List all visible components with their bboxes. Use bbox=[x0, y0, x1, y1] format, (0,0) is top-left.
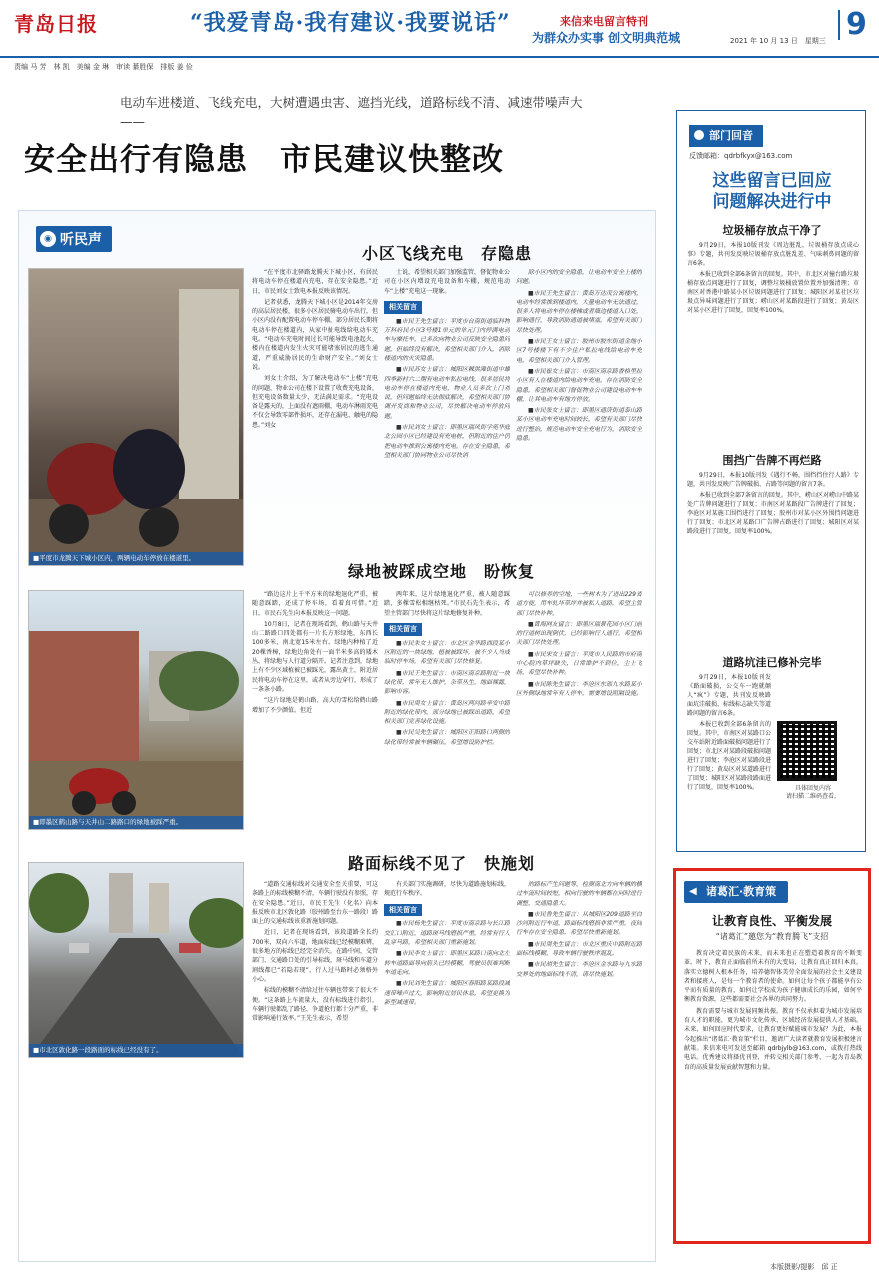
section-title-charging: 小区飞线充电 存隐患 bbox=[362, 244, 533, 263]
paragraph: ■市民王女士留言：胶州市胶东街道金地小区7号楼楼下有不少住户私拉电线给电动车充电，希望相关部门介入管理。 bbox=[516, 338, 642, 364]
paragraph: ■黄海网友留言：即墨区瑞景花园小区门前的行道树出现倒伏，已经影响行人通行，希望相关部门尽快处理。 bbox=[516, 620, 642, 647]
qr-caption: 具体回复内容 请扫描二维码查看。 bbox=[785, 785, 840, 801]
section3-column-2 bbox=[384, 880, 510, 1130]
masthead-slogan: “我爱青岛·我有建议·我要说话” bbox=[190, 10, 511, 36]
paragraph: 近日，记者在现场看到，该段道路全长约700米，双向六车道，地面标线已经模糊难辨，很多地方的标线已经完全消失。在路中间，交管部门、交通路口处的引导标线，斑马线和车道分割线都已“若隐若现”，行人过马路时必须格外小心。 bbox=[252, 929, 378, 983]
response-item-body bbox=[687, 241, 859, 437]
paragraph: ■市民张女士留言：即墨区通济街道泰山路某小区电动车充电时间较长，希望有关部门尽快进行整治，规范电动车安全充电行为，消除安全隐患。 bbox=[516, 407, 642, 443]
greenbelt-illustration bbox=[29, 591, 244, 830]
paragraph: ■市民刘女士留言：即墨区瑞风街学苑华庭北公园小区已经建设有充电桩，但附近的住户仍把电动车推到公寓楼内充电，存在安全隐患，希望相关部门协同物业公司尽快消 bbox=[384, 424, 510, 459]
article-subhead: 电动车进楼道、飞线充电，大树遭遇虫害、遮挡光线，道路标线不清、减速带噪声大—— bbox=[120, 95, 583, 129]
masthead-motto: 为群众办实事 创文明典范城 bbox=[532, 31, 681, 45]
photo-caption-road: ■市北区敦化路一段路面的标线已经没有了。 bbox=[29, 1044, 243, 1057]
department-response-tag bbox=[689, 125, 763, 147]
megaphone-icon: ◀ bbox=[689, 886, 697, 897]
paragraph: “道路交通标线对交通安全至关重要，可这条路上的标线模糊不清，车辆行驶没有参照，存在安全隐患。”近日，市民王先生（化名）向本报反映市北区敦化路（胶州路至台东一路段）路面上的交通标线该重新施划问题。 bbox=[252, 881, 378, 926]
response-item-title: 围挡广告牌不再烂路 bbox=[722, 454, 822, 467]
section2-column-1 bbox=[252, 590, 378, 830]
bullet-icon bbox=[694, 130, 704, 140]
department-response-box bbox=[676, 110, 866, 852]
newspaper-logo: 青岛日报 bbox=[14, 12, 98, 36]
education-title: 让教育良性、平衡发展 bbox=[711, 914, 832, 928]
paragraph: “路边这片上千平方米的绿地退化严重，被随意踩踏，还成了停车场，看着真可惜。”近日，市民石先生向本报反映这一问题。 bbox=[252, 591, 378, 617]
response-box-title: 这些留言已回应 问题解决进行中 bbox=[712, 171, 832, 213]
section1-column-1 bbox=[252, 268, 378, 562]
paragraph: 记者获悉，龙腾天下城小区是2014年交房的高层居民楼，很多小区居民骑电动车出行，但小区内没有配置电动车停车棚，部分居民长期将电动车停在楼道内，从家中扯电线给电动车充电。“电动车充电时间过长可能导致电池起火，楼内在楼道内发生火灾可能堵塞居民的逃生通道，严重威胁居民的生命财产安全。”刘女士说。 bbox=[252, 298, 378, 371]
paragraph: 9月29日，本报10版刊发《遇行不畅，围挡挡住行人路》专题，共刊发反映广告牌破损、占路等问题的留言7条。 bbox=[687, 472, 859, 488]
paragraph: ■市民苏女士留言：城阳区棘洪滩街道中雄四季新村六二期有电动车私拉电线，很多居民将电动车停在楼道内充电，物业人员多次上门劝说，但问题始终无法彻底解决，希望相关部门协调开发商和物业公司，尽快解决电动车停放问题。 bbox=[384, 366, 510, 420]
paragraph: 两年来，这片绿地退化严重，被人随意踩踏，多棵雪松相继枯死。”市民石先生表示，希望主管部门尽快将这片绿地修复补种。 bbox=[384, 591, 510, 617]
paragraph: ■市民杨先生留言：平度市南京路与长江路交汇口附近，道路斑马线磨损严重，经常有行人乱穿马路，希望相关部门重新施划。 bbox=[384, 920, 510, 947]
paragraph: 有关部门实施调研，尽快为道路施划标线，规范行车秩序。 bbox=[384, 881, 510, 898]
paragraph: 10月8日，记者在现场看到，鹤山路与天井山二路路口四处都有一片长方形绿地，东西长100多米，南北宽15米左右。绿地内种植了近20棵香樟，绿地边角处有一面半米多高的矮木丛，将绿地与人行道分隔开。记者注意到，绿地上有不少区域植被已被踩光，露出黄土，附近居民将电动车停在这里，或者从旁边穿行，形成了一条条小路。 bbox=[252, 620, 378, 693]
paragraph: ■市民鲁先生留言：从城阳区209道路至白沙河附近行车道，路面标线磨损非常严重，夜间行车存在安全隐患，希望尽快重新施划。 bbox=[516, 910, 642, 937]
response-item-title: 道路坑洼已修补完毕 bbox=[722, 656, 822, 669]
section1-column-3 bbox=[516, 268, 642, 562]
article-headline: 安全出行有隐患 市民建议快整改 bbox=[24, 142, 504, 178]
road-illustration bbox=[29, 863, 244, 1058]
paragraph: 标线的模糊不清给过往车辆也带来了很大不便。“这条路上车流量大，没有标线进行指引，车辆行驶都乱了路径，争道抢行都十分严重，非常影响通行效率。”王先生表示，希望 bbox=[252, 987, 378, 1023]
paragraph: 刘女士介绍，为了解决电动车“上楼”充电的问题，物业公司在楼下设置了收费充电设备，但充电设备数量太少，无法满足需求。“充电设备是露天的，上面没有遮雨棚，电动车淋雨充电不仅会导致零部件损坏，还存在漏电、触电的隐患。”刘女 bbox=[252, 375, 378, 429]
response-item-title: 垃圾桶存放点干净了 bbox=[722, 224, 822, 237]
paragraph: ■市民崔女士留言：市南区南京路香格里拉小区有人在楼道内给电动车充电，存在消防安全隐患，希望相关部门督促物业公司建设电动车车棚，让其电动车有地方停放。 bbox=[516, 367, 642, 403]
paragraph: “这片绿地是鹤山路、高大的雪松给鹤山路增加了不少颜值。但近 bbox=[252, 697, 378, 714]
paragraph: 可以修养的空地，一些树木为了进出229省道方便，用车轧坏草坪并被私人道路，希望主管部门尽快补种。 bbox=[516, 591, 642, 617]
page-footer: 本版摄影/提影 邱 正 bbox=[770, 1263, 838, 1271]
response-item-body bbox=[687, 673, 771, 843]
related-messages-label: 相关留言 bbox=[384, 623, 422, 636]
editor-credits: 责编 马 芳 林 凯 美编 金 琳 审读 綦胜保 排版 姜 俭 bbox=[14, 63, 193, 71]
paragraph: 教育决定着民族的未来，而未来也正在塑造着教育的不断变革。时下，教育正面临前所未有的大变局，让教育真正回归本真，落实立德树人根本任务，培养德智体美劳全面发展的社会主义建设者和接班人，是每一个教育者的使命。如何让每个孩子都能享有公平而有质量的教育，如何让学校成为孩子健康成长的乐园，如何平衡教育资源，这些都需要社会各界的共同努力。 bbox=[684, 950, 862, 1004]
paragraph: 的路标产生问题等，检测南北方向车辆的横过车流时间较短，相向行驶的车辆都在同时进行调整，交通隐患大。 bbox=[516, 881, 642, 907]
response-item-body bbox=[687, 471, 859, 641]
education-column-label: 诸葛汇·教育策 bbox=[706, 885, 777, 898]
paragraph: ■市民刘先生留言：城阳区春阳路某路段减速带噪声过大，影响附近居民休息，希望更换为新型减速带。 bbox=[384, 980, 510, 1006]
paragraph: 本报已收到全部7条留言的回复。其中，崂山区对崂山中路某处广告牌问题进行了回复；市南区对某路段广告牌进行了回复；李沧区对某施工围挡进行了回复；胶州市对某小区外围挡问题进行了回复；市北区对某路口广告牌占路进行了回复；城阳区对某路段进行了回复，回复率100%。 bbox=[687, 492, 859, 535]
related-messages-label: 相关留言 bbox=[384, 301, 422, 314]
education-column-box bbox=[673, 868, 871, 1244]
photo-hallway-ebikes bbox=[28, 268, 244, 566]
hallway-illustration bbox=[29, 269, 244, 566]
paragraph: ■市民李女士留言：即墨区某路口南向北左转车道路面导向箭头已经模糊，驾驶员很难判断车道走向。 bbox=[384, 950, 510, 976]
paragraph: ■市民吴先生留言：城阳区正阳路口两侧的绿化带经常被车辆碾压，希望增设防护栏。 bbox=[384, 729, 510, 746]
paragraph: 教育需要与城市发展同频共振。教育不仅承担着为城市发展培育人才的职能，更为城市文化传承、区域经济发展提供人才基础。未来，如何回应时代要求，让教育更好赋能城市发展？为此，本报今起推出“诸葛汇·教育策”栏目，邀请广大读者就教育发展积极建言献策。来信来电可发送至邮箱 qdrbjylb@163.com，或拨打热线电话。优秀建议将择优刊登，并转交相关部门参考，一起为青岛教育的高质量发展贡献智慧和力量。 bbox=[684, 1007, 862, 1071]
paragraph: ■市民王先生留言：平度市台南街道临科物万科府民小区3号楼1单元的单元门内停满电动车与摩托车，已多次向物业公司反映安全隐患问题，但始终没有解决，希望相关部门介入，消除楼道内的火灾隐患。 bbox=[384, 317, 510, 362]
paragraph: ■市民陈先生留言：李沧区东部九水路某小区外侧绿地常年有人停车，需要增设阻隔设施。 bbox=[516, 680, 642, 697]
department-response-label: 部门回音 bbox=[709, 129, 753, 142]
paragraph: ■市民王先生留言：黄岛万达茂公寓楼内，电动车经常推到楼道内，大量电动车无法通过，很多人将电动车停在楼梯或者墙边楼道入口处，影响通行，导致消防通道被堵塞，希望有关部门尽快处理。 bbox=[516, 289, 642, 334]
paragraph: 9月29日，本报10版刊发《周边脏乱，垃圾桶存放点成心事》专题，共刊发反映垃圾桶存放点脏乱差、气味刺鼻问题的留言6条。 bbox=[687, 242, 859, 267]
paragraph: 9月29日，本报10版刊发《路面破损，公交车一跑就颠人“疯”》专题，共刊发反映路面坑洼破损、标线标志缺失等道路问题的留言6条。 bbox=[687, 674, 771, 717]
feedback-email: 反馈邮箱：qdrbfkyx@163.com bbox=[689, 152, 793, 160]
ear-icon: ◉ bbox=[40, 231, 56, 247]
education-column-tag bbox=[684, 881, 788, 903]
column-tag bbox=[36, 226, 112, 252]
paragraph: 本报已收到全部6条留言的回复。其中，市南区对某路口公交车站附近路面破损问题进行了回复；市北区对某路段破损问题进行了回复；李沧区对某路段进行了回复；黄岛区对某道路进行了回复；城阳区对某路段路面进行了回复，回复率100%。 bbox=[687, 721, 771, 791]
section3-column-1 bbox=[252, 880, 378, 1130]
section3-column-3 bbox=[516, 880, 642, 1130]
education-subtitle: “诸葛汇”邀您为“教育腾飞”支招 bbox=[715, 932, 829, 941]
paragraph: ■市民朱女士留言：市北区金华路西段某小区附近的一块绿地，植被被踩坏，被不少人当成临时停车场，希望有关部门尽快修复。 bbox=[384, 639, 510, 666]
masthead bbox=[0, 0, 879, 58]
paragraph: ■市民宋女士留言：平度市人民路的市府南中心院内草坪缺失，日常维护不到位，尘土飞扬，希望尽快补种。 bbox=[516, 650, 642, 677]
paragraph: ■市民胡先生留言：李沧区金水路与九水路交界处的地面标线不清，请尽快施划。 bbox=[516, 961, 642, 978]
paragraph: ■市民周女士留言：黄岛区两河路辛安中路附近的绿化带内，部分绿地已被踩出道路，希望相关部门完善绿化设施。 bbox=[384, 699, 510, 726]
education-body bbox=[684, 949, 862, 1074]
paragraph: “在平度市北驿路龙腾天下城小区，有居民将电动车停在楼道内充电，存在安全隐患。”近日，市民刘女士致电本报反映该情况。 bbox=[252, 269, 378, 295]
paragraph: ■市民王先生留言：市南区南京路附近一块绿化带，常年无人维护，杂草丛生，地面裸露，影响市容。 bbox=[384, 669, 510, 696]
section-title-greenbelt: 绿地被踩成空地 盼恢复 bbox=[348, 562, 536, 581]
page-number: 9 bbox=[838, 10, 867, 40]
special-issue-label: 来信来电留言特刊 bbox=[560, 15, 648, 28]
related-messages-label: 相关留言 bbox=[384, 904, 422, 917]
paragraph: 除小区内的安全隐患，让电动车安全上楼的问题。 bbox=[516, 269, 642, 286]
section2-column-2 bbox=[384, 590, 510, 830]
section-title-road-markings: 路面标线不见了 快施划 bbox=[348, 854, 536, 873]
section2-column-3 bbox=[516, 590, 642, 830]
qr-code[interactable] bbox=[777, 721, 837, 781]
paragraph: 本报已收到全部6条留言的回复。其中，市北区对撞台路垃圾桶存放点问题进行了回复，调整垃圾桶放置位置并加强清理；市南区对香港中路某小区垃圾问题进行了回复；城阳区对某社区垃圾点异味问题进行了回复；崂山区对某路段进行了回复；黄岛区对某小区进行了回复，回复率100%。 bbox=[687, 271, 859, 314]
photo-caption-charging: ■平度市龙腾天下城小区内，两辆电动车停放在楼道里。 bbox=[29, 552, 243, 565]
section1-column-2 bbox=[384, 268, 510, 562]
photo-greenbelt bbox=[28, 590, 244, 830]
photo-caption-greenbelt: ■即墨区鹤山路与天井山二路路口的绿地被踩严重。 bbox=[29, 816, 243, 829]
paragraph: 士说，希望相关部门加强监管，督促物业公司在小区内增设充电设备和车棚，规范电动车“上楼”充电这一现象。 bbox=[384, 269, 510, 295]
paragraph: ■市民周先生留言：市北区重庆中路附近路面标线模糊，导致车辆行驶秩序混乱。 bbox=[516, 940, 642, 958]
issue-date: 2021 年 10 月 13 日 星期三 bbox=[730, 37, 826, 45]
column-tag-label: 听民声 bbox=[60, 232, 102, 248]
photo-road bbox=[28, 862, 244, 1058]
